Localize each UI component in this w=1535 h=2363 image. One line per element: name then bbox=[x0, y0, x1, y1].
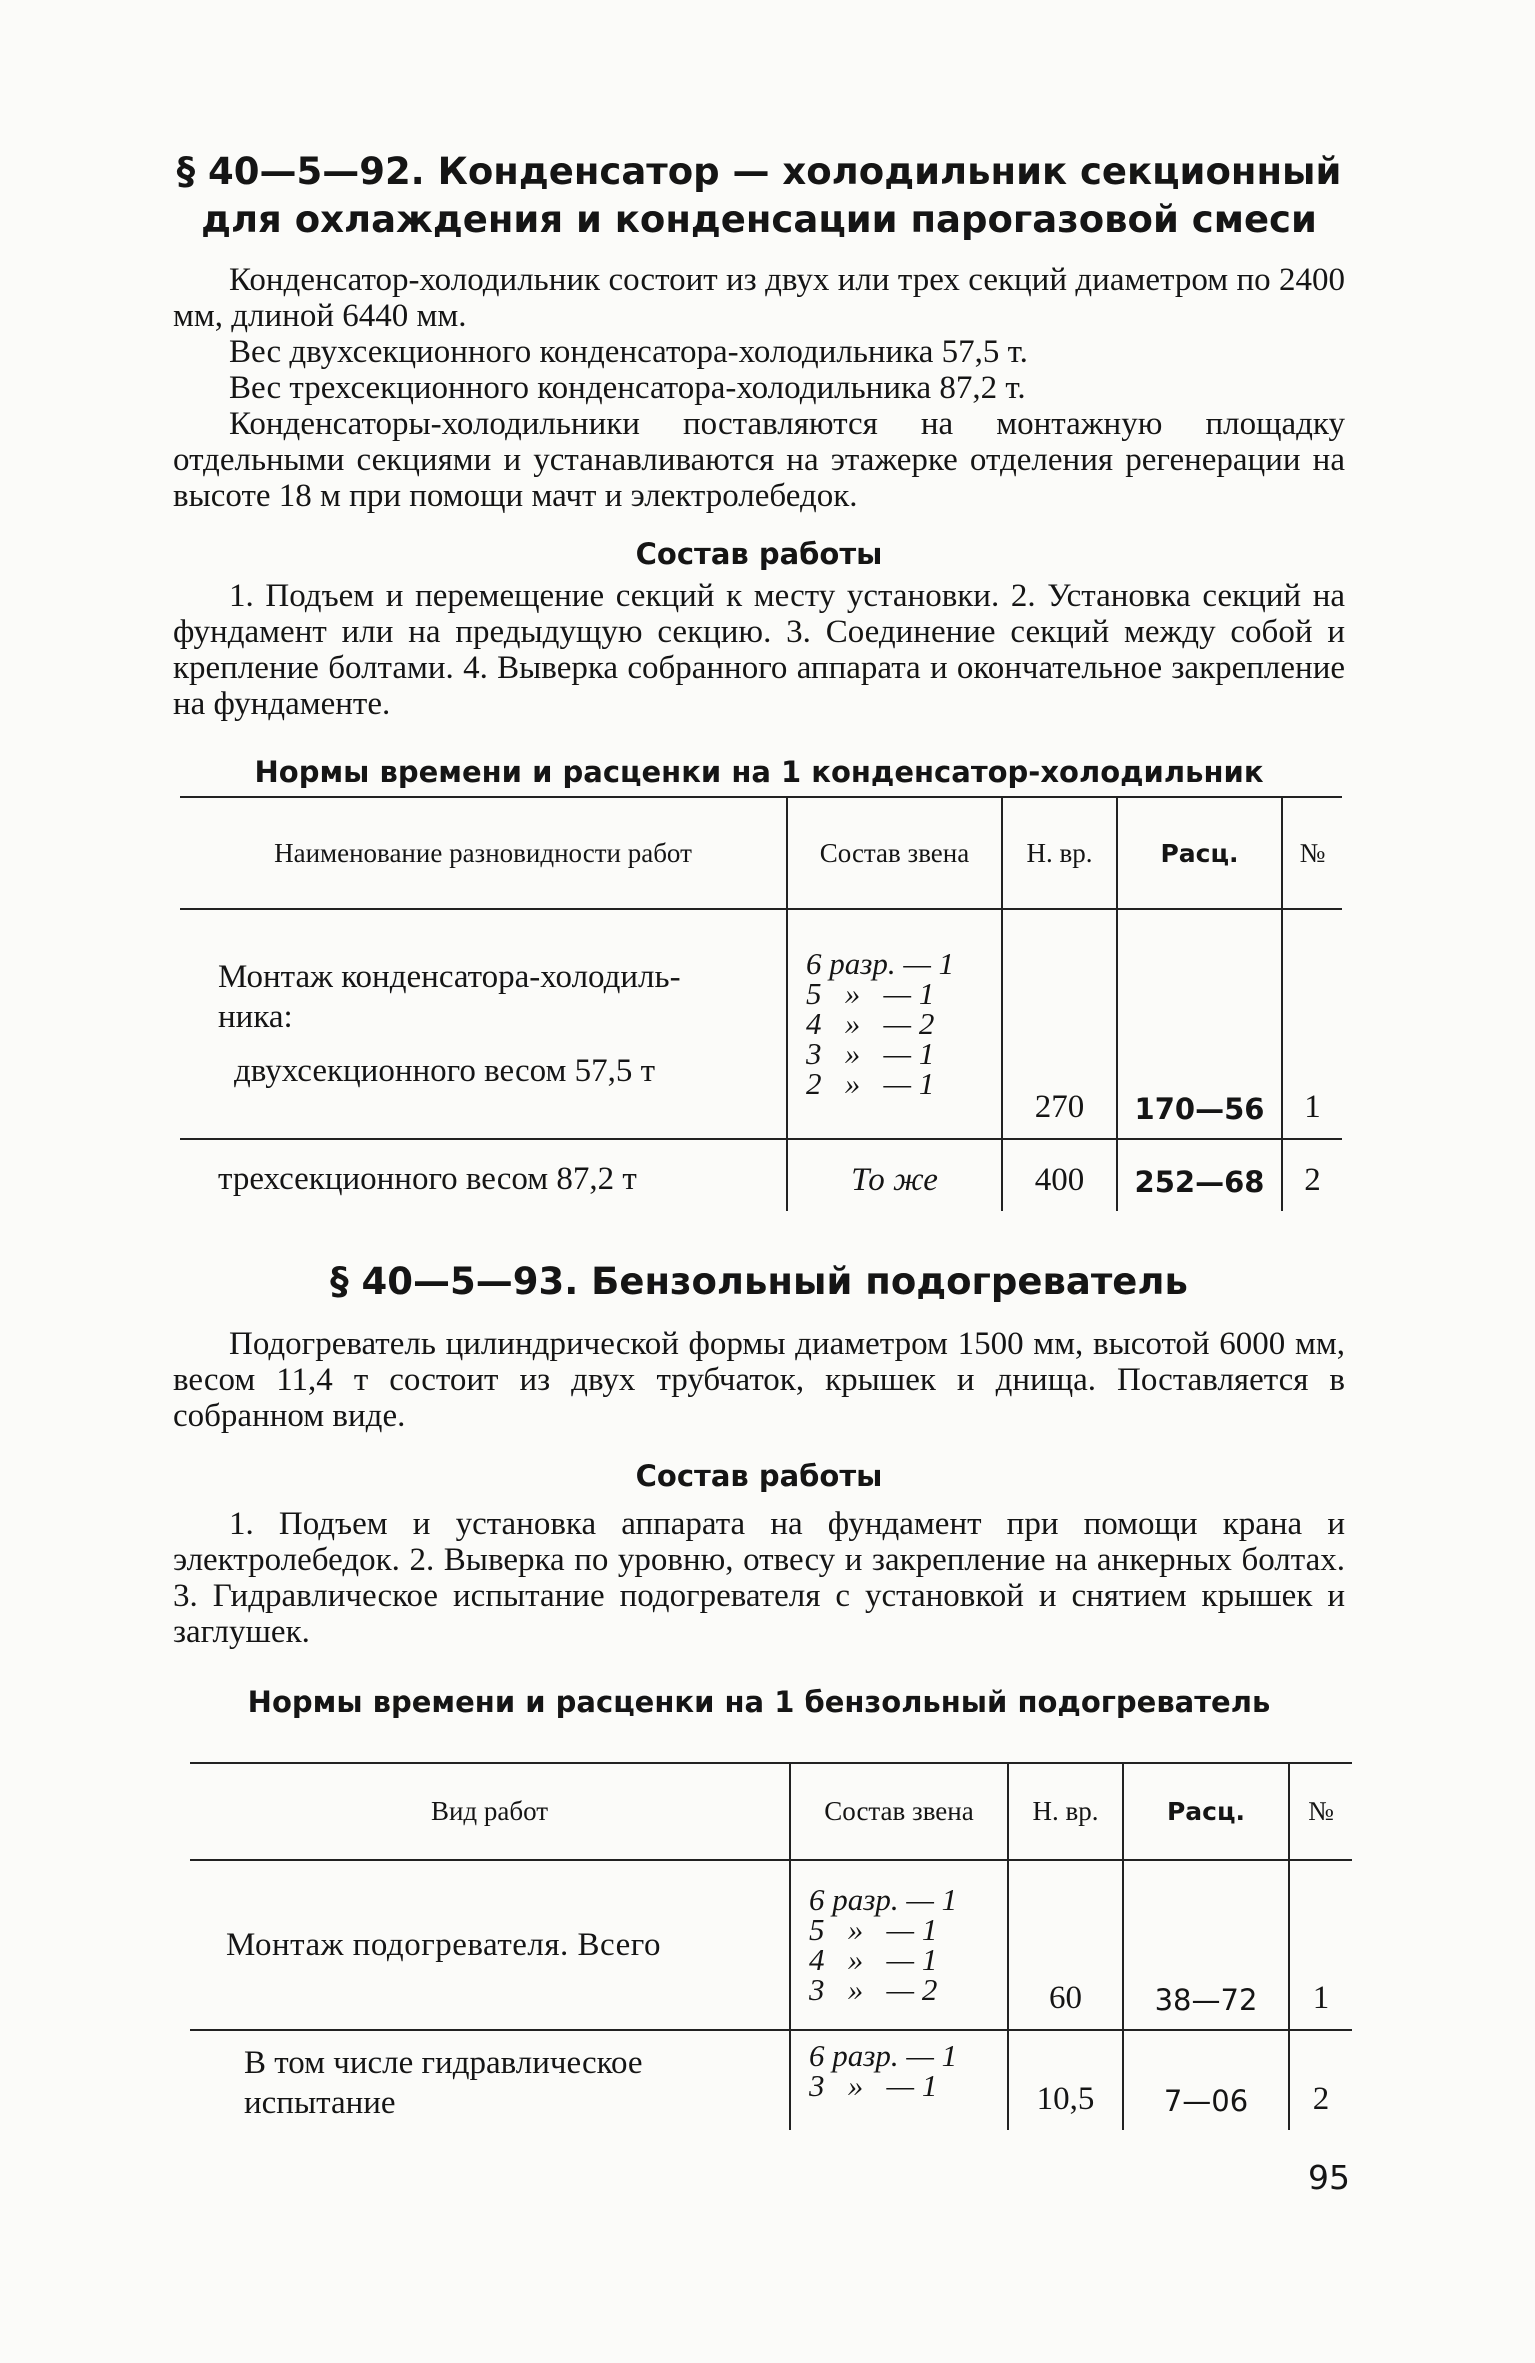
table-header-row bbox=[190, 1763, 1352, 1860]
header-number: № bbox=[1289, 1763, 1352, 1860]
row-work-name bbox=[180, 909, 787, 1139]
row-work-name: трехсекционного весом 87,2 т bbox=[218, 1161, 637, 1197]
row-rate: 38—72 bbox=[1123, 1860, 1289, 2030]
section-93-work-heading: Состав работы bbox=[635, 1459, 883, 1493]
row-rate: 252—68 bbox=[1117, 1139, 1282, 1211]
table-row bbox=[180, 909, 1342, 1139]
crew-line: 3 » — 1 bbox=[809, 2068, 938, 2103]
header-rate: Расц. bbox=[1117, 797, 1282, 909]
section-92 bbox=[173, 148, 1345, 790]
section-93-work-text: 1. Подъем и установка аппарата на фундамент при помощи крана и электролебедок. 2. Выверка по уровню, отвесу и закрепление на анкерных болтах. 3. Гидравлическое испытание подогревателя с установкой и снятием крышек и заглушек. bbox=[173, 1506, 1345, 1650]
section-92-table-title: Нормы времени и расценки на 1 конденсатор-холодильник bbox=[254, 755, 1264, 789]
row-crew bbox=[790, 1860, 1008, 2030]
crew-line: 3 » — 2 bbox=[809, 1972, 938, 2007]
crew-line: 5 » — 1 bbox=[809, 1912, 938, 1947]
header-rate: Расц. bbox=[1123, 1763, 1289, 1860]
crew-line: 5 » — 1 bbox=[806, 976, 935, 1011]
norms-table-heater bbox=[190, 1762, 1352, 2130]
row-crew bbox=[790, 2030, 1008, 2130]
section-92-paragraph: Вес трехсекционного конденсатора-холодильника 87,2 т. bbox=[229, 370, 1026, 406]
table-header-row bbox=[180, 797, 1342, 909]
crew-line: 4 » — 2 bbox=[806, 1006, 935, 1041]
work-name-line: двухсекционного весом 57,5 т bbox=[234, 1053, 656, 1089]
row-crew: То же bbox=[787, 1139, 1002, 1211]
row-time-norm: 270 bbox=[1002, 909, 1117, 1139]
crew-line: 3 » — 1 bbox=[806, 1036, 935, 1071]
row-time-norm: 60 bbox=[1008, 1860, 1123, 2030]
section-92-paragraph: Вес двухсекционного конденсатора-холодильника 57,5 т. bbox=[229, 334, 1028, 370]
row-time-norm: 10,5 bbox=[1008, 2030, 1123, 2130]
header-time-norm: Н. вр. bbox=[1008, 1763, 1123, 1860]
section-92-work-text: 1. Подъем и перемещение секций к месту установки. 2. Установка секций на фундамент или на предыдущую секцию. 3. Соединение секций между собой и крепление болтами. 4. Выверка собранного аппарата и окончательное закрепление на фундаменте. bbox=[173, 578, 1345, 722]
crew-line: 4 » — 1 bbox=[809, 1942, 938, 1977]
header-number: № bbox=[1282, 797, 1342, 909]
header-crew: Состав звена bbox=[790, 1763, 1008, 1860]
row-work-name: Монтаж подогревателя. Всего bbox=[226, 1927, 661, 1963]
row-number: 2 bbox=[1282, 1139, 1342, 1211]
table-row bbox=[190, 2030, 1352, 2130]
work-name-line: ника: bbox=[218, 999, 293, 1035]
section-93-paragraph: Подогреватель цилиндрической формы диаметром 1500 мм, высотой 6000 мм, весом 11,4 т состоит из двух трубчаток, крышек и днища. Поставляется в собранном виде. bbox=[173, 1326, 1345, 1434]
crew-line: 2 » — 1 bbox=[806, 1066, 935, 1101]
section-92-work-heading: Состав работы bbox=[635, 537, 883, 571]
table-row bbox=[190, 1860, 1352, 2030]
crew-line: 6 разр. — 1 bbox=[809, 1882, 958, 1917]
row-rate: 7—06 bbox=[1123, 2030, 1289, 2130]
work-name-line: Монтаж конденсатора-холодиль- bbox=[218, 959, 681, 995]
crew-line: 6 разр. — 1 bbox=[809, 2038, 958, 2073]
section-92-title-line1: § 40—5—92. Конденсатор — холодильник секционный bbox=[176, 150, 1342, 193]
row-rate: 170—56 bbox=[1117, 909, 1282, 1139]
row-crew bbox=[787, 909, 1002, 1139]
section-92-paragraph: Конденсаторы-холодильники поставляются на монтажную площадку отдельными секциями и устанавливаются на этажерке отделения регенерации на высоте 18 м при помощи мачт и электролебедок. bbox=[173, 406, 1345, 514]
row-work-name: В том числе гидравлическое испытание bbox=[244, 2045, 643, 2121]
section-92-paragraph: Конденсатор-холодильник состоит из двух или трех секций диаметром по 2400 мм, длиной 6440 мм. bbox=[173, 262, 1345, 334]
row-number: 1 bbox=[1282, 909, 1342, 1139]
norms-table-condenser bbox=[180, 796, 1342, 1211]
header-work-type: Вид работ bbox=[430, 1796, 549, 1826]
page-number: 95 bbox=[1308, 2158, 1350, 2197]
crew-line: 6 разр. — 1 bbox=[806, 946, 955, 981]
header-time-norm: Н. вр. bbox=[1002, 797, 1117, 909]
section-93-table-title: Нормы времени и расценки на 1 бензольный подогреватель bbox=[247, 1685, 1271, 1719]
header-crew: Состав звена bbox=[787, 797, 1002, 909]
section-93-title: § 40—5—93. Бензольный подогреватель bbox=[330, 1260, 1188, 1303]
header-work-name: Наименование разновидности работ bbox=[274, 837, 692, 868]
row-number: 1 bbox=[1289, 1860, 1352, 2030]
row-time-norm: 400 bbox=[1002, 1139, 1117, 1211]
section-93 bbox=[173, 1258, 1345, 1720]
row-number: 2 bbox=[1289, 2030, 1352, 2130]
section-92-title-line2: для охлаждения и конденсации парогазовой смеси bbox=[201, 198, 1317, 241]
table-row bbox=[180, 1139, 1342, 1211]
